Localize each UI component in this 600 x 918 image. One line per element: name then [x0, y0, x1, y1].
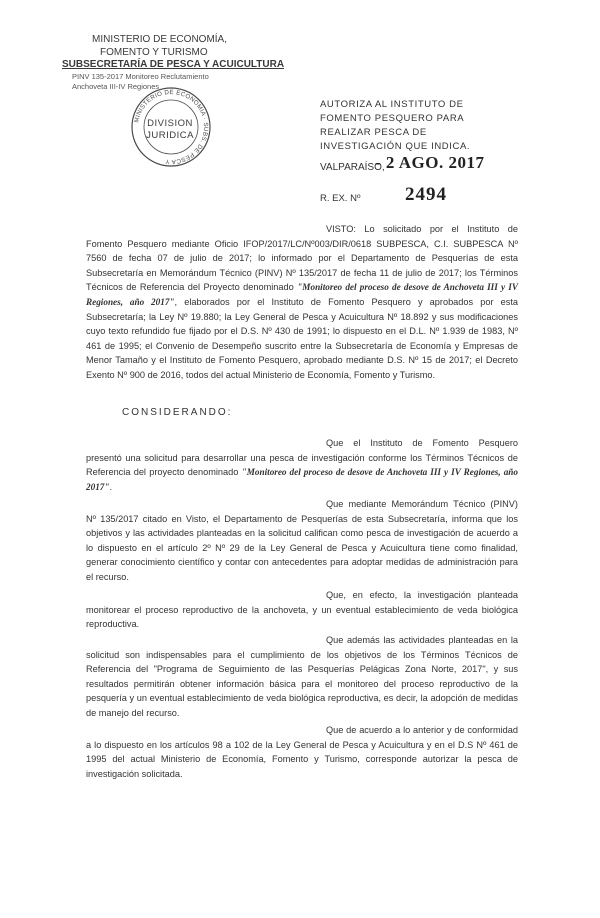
considerando-1-after: .: [109, 481, 113, 492]
considerando-paragraph-4: Que además las actividades planteadas en la solicitud son indispensables para el cumplimiento de los objetivos de los Términos Técnicos de Referencia del "Programa de Seguimiento de las Pesquerías Pelágicas Zona Norte, 2017", y sus resultados permitirán obtener información básica para el monitoreo del proceso reproductivo de la pesquería y un eventual establecimiento de veda biológica reproductiva, es decir, la adopción de medidas de manejo del recurso.: [86, 635, 518, 718]
visto-text-after: , elaborados por el Instituto de Fomento Pesquero y aprobados por esta Subsecretaría; la Ley Nº 19.880; la Ley General de Pesca y Acuicultura Nº 18.892 y sus modificaciones cuyo texto refundido fue fijado por el D.S. Nº 430 de 1991; lo dispuesto en el D.L. Nº 1.939 de 1983, Nº 461 de 1995; el Convenio de Desempeño suscrito entre la Subsecretaría de Economía y Empresas de Menor Tamaño y el Instituto de Fomento Pesquero, aprobado mediante D.S. Nº 15 de 2017; el Decreto Exento Nº 900 de 2016, todos del actual Ministerio de Economía, Fomento y Turismo.: [86, 296, 518, 380]
considerando-paragraph-5: Que de acuerdo a lo anterior y de conformidad a lo dispuesto en los artículos 98 a 102 de la Ley General de Pesca y Acuicultura y en el D.S Nº 461 de 1995 del actual Ministerio de Economía, Fomento y Turismo, corresponde autorizar la pesca de investigación solicitada.: [86, 725, 518, 779]
project-name: "Monitoreo del proceso de desove de Anchoveta III y IV Regiones, año 2017": [86, 282, 518, 307]
visto-text-before: VISTO: Lo solicitado por el Instituto de Fomento Pesquero mediante Oficio IFOP/2017/LC/Nº003/DIR/0618 SUBPESCA, C.I. SUBPESCA Nº 7560 de fecha 07 de julio de 2017; lo informado por el Departamento de Pesquerías de esta Subsecretaría en Memorándum Técnico (PINV) Nº 135/2017 de fecha 11 de julio de 2017; los Términos Técnicos de Referencia del Proyecto denominado: [86, 224, 518, 293]
issuer-header: [62, 34, 292, 92]
undersecretariat-name: SUBSECRETARÍA DE PESCA Y ACUICULTURA: [62, 59, 285, 70]
reference-line1: PINV 135-2017 Monitoreo Reclutamiento: [72, 71, 209, 81]
visto-paragraph: [86, 222, 518, 383]
considerando-1-project-name: "Monitoreo del proceso de desove de Anchoveta III y IV Regiones, año 2017": [86, 467, 518, 492]
seal-center-text: [140, 118, 200, 142]
reference-line2: Anchoveta III-IV Regiones: [72, 81, 160, 91]
considerando-1-before: Que el Instituto de Fomento Pesquero presentó una solicitud para desarrollar una pesca de investigación conforme los Términos Técnicos de Referencia del proyecto denominado: [86, 438, 518, 478]
considerando-paragraph-2: Que mediante Memorándum Técnico (PINV) Nº 135/2017 citado en Visto, el Departamento de Pesquerías de esta Subsecretaría, informa que los objetivos y las actividades planteadas en la solicitud califican como pesca de investigación de acuerdo a lo dispuesto en el artículo 2º Nº 29 de la Ley General de Pesca y Acuicultura tiene como finalidad, generar conocimiento científico y contar con antecedentes para adoptar medidas de administración para el recurso.: [86, 499, 518, 582]
resolution-number: 2494: [405, 184, 447, 205]
issue-date-stamp: - 2 AGO. 2017: [375, 153, 485, 172]
considerando-paragraph-3: Que, en efecto, la investigación planteada monitorear el proceso reproductivo de la anchoveta, y un eventual establecimiento de veda biológica reproductiva.: [86, 590, 518, 630]
considerando-paragraph-1: [86, 436, 518, 494]
seal-line2: JURIDICA: [146, 130, 194, 141]
considerando-heading: CONSIDERANDO:: [122, 407, 233, 418]
rex-label: R. EX. Nº: [320, 193, 361, 204]
seal-line1: DIVISION: [147, 118, 193, 129]
ministry-name-line2: FOMENTO Y TURISMO: [100, 46, 208, 58]
place-label: VALPARAÍSO,: [320, 162, 385, 173]
resolution-title: AUTORIZA AL INSTITUTO DE FOMENTO PESQUERO PARA REALIZAR PESCA DE INVESTIGACIÓN QUE INDICA.: [320, 99, 471, 152]
seal-ring-text: MINISTERIO DE ECONOMIA · SUBS. DE PESCA Y: [133, 88, 210, 166]
ministry-name-line1: MINISTERIO DE ECONOMÍA,: [92, 34, 228, 45]
